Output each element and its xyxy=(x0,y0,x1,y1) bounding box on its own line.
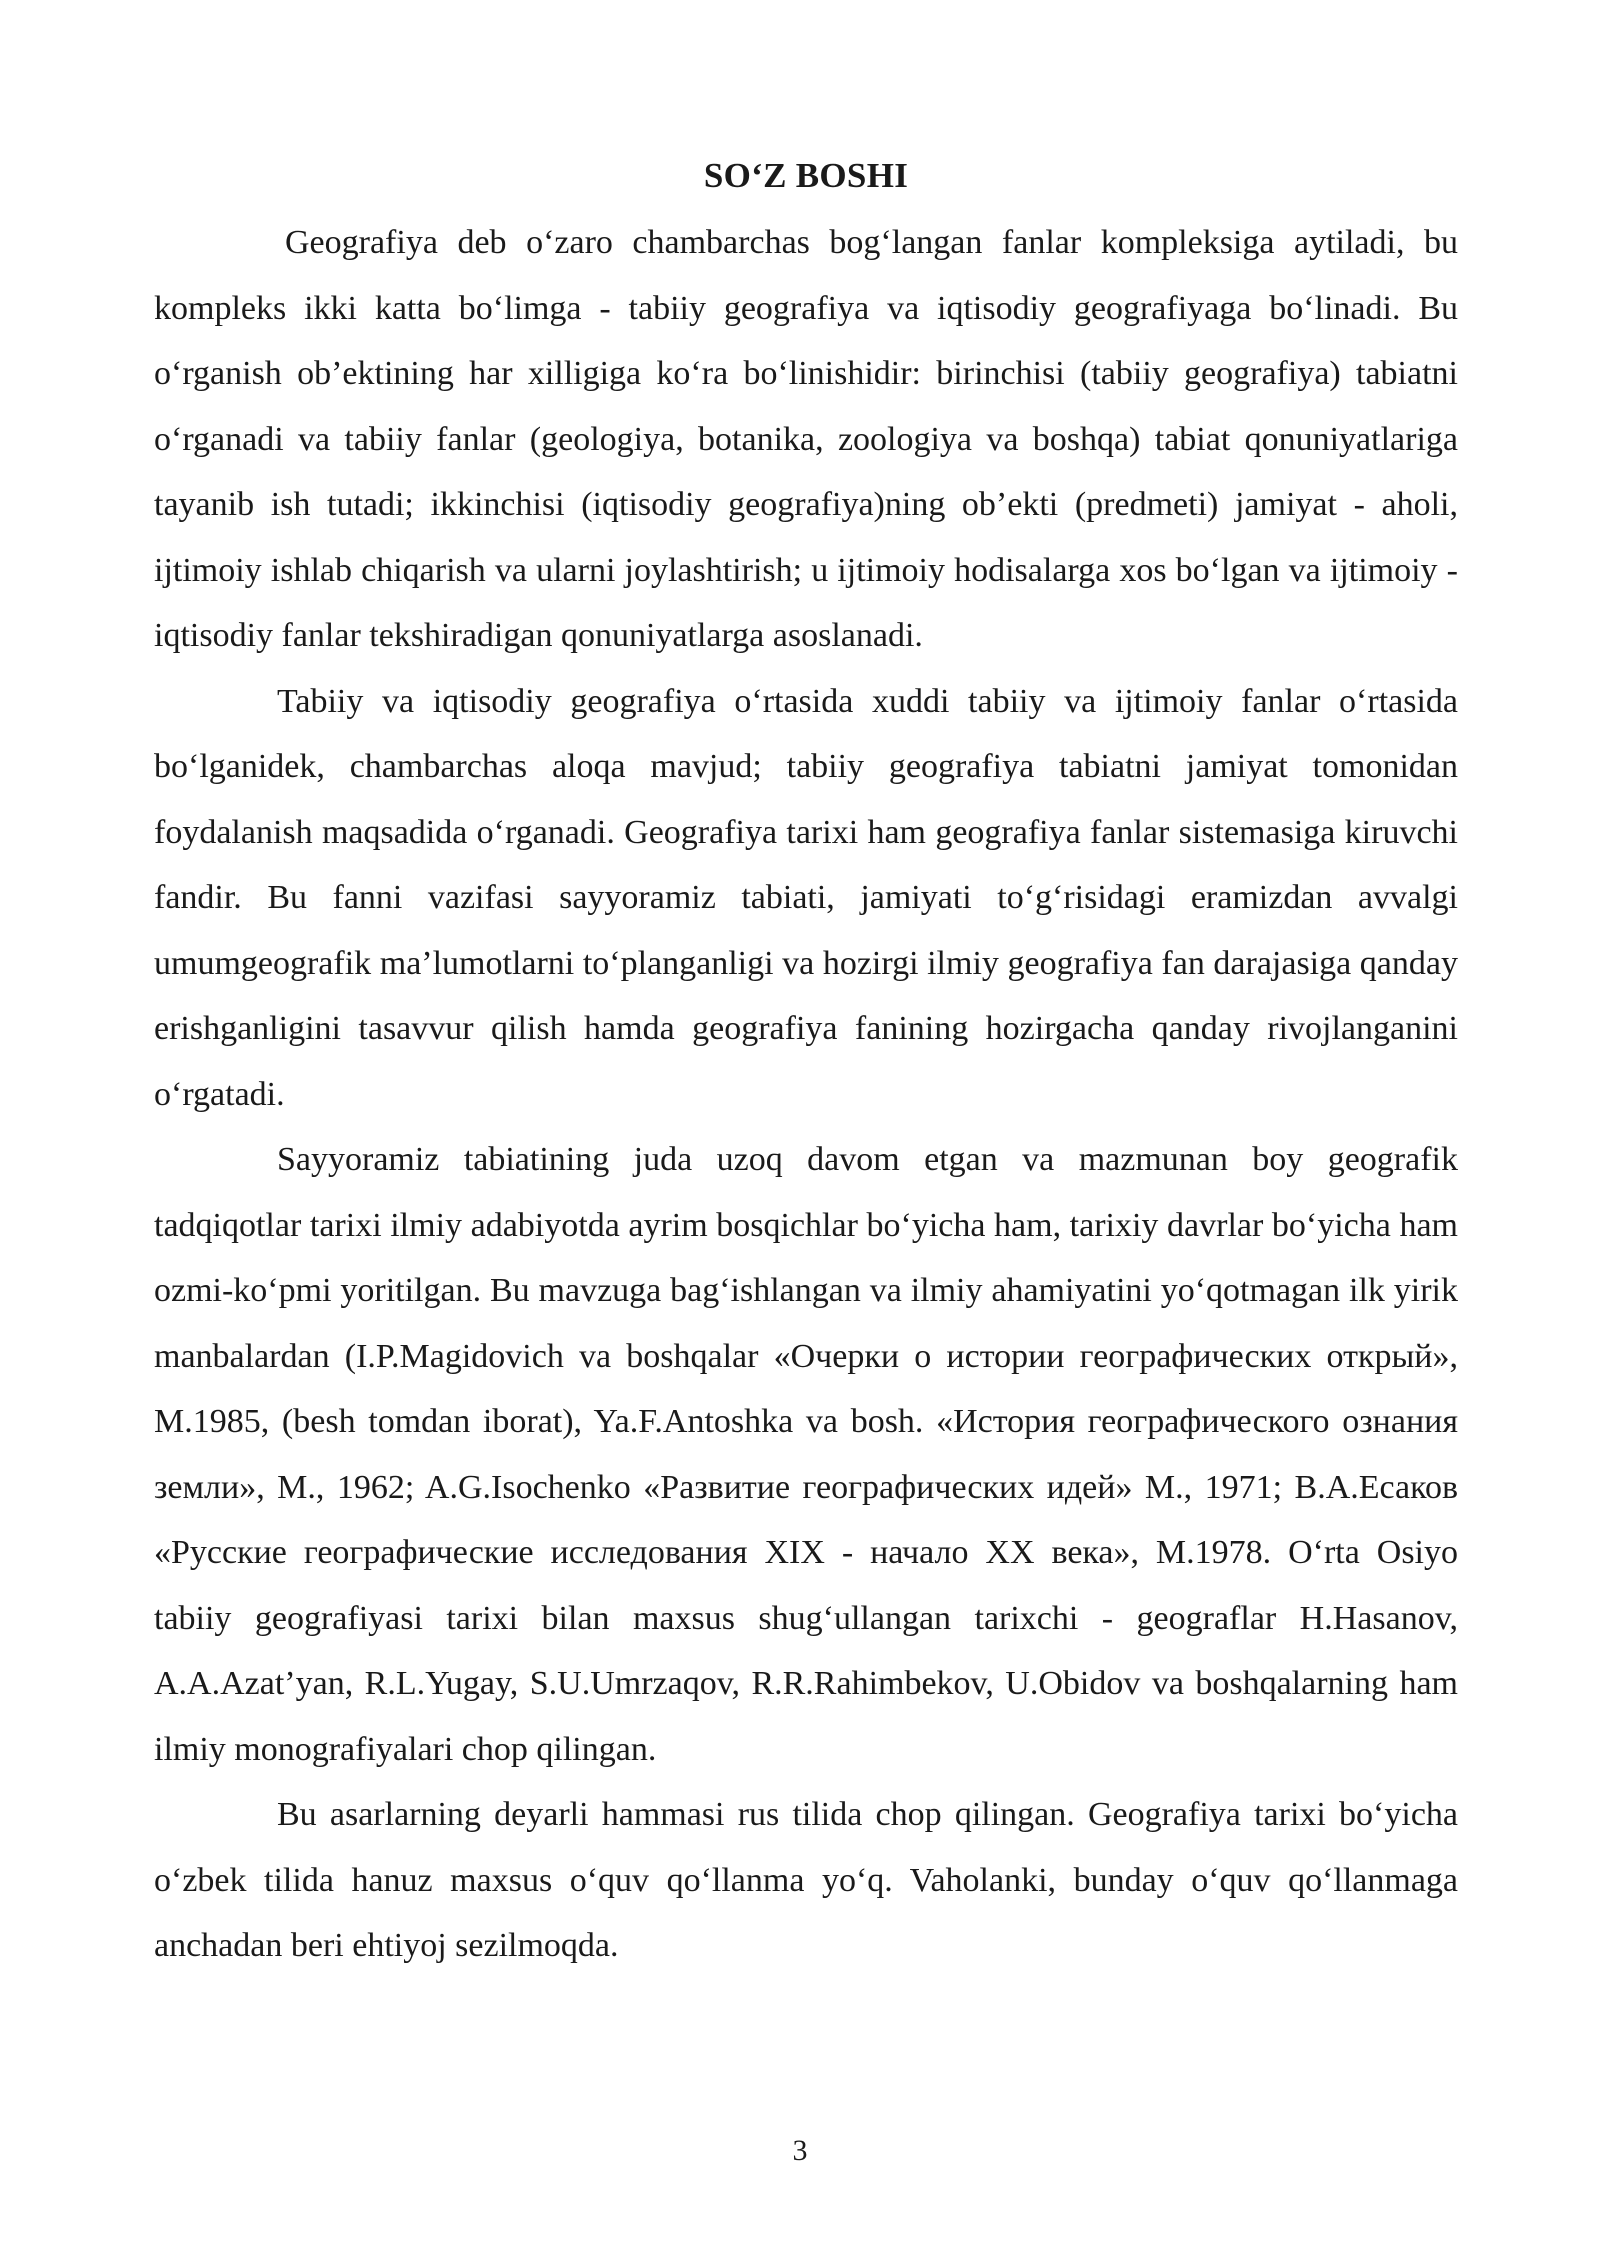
section-heading: SO‘Z BOSHI xyxy=(703,156,909,195)
paragraph-2: Tabiiy va iqtisodiy geografiya o‘rtasida xuddi tabiiy va ijtimoiy fanlar o‘rtasida bo‘lganidek, chambarchas aloqa mavjud; tabiiy geografiya tabiatni jamiyat tomonidan foydalanish maqsadida o‘rganadi. Geografiya tarixi ham geografiya fanlar sistemasiga kiruvchi fandir. Bu fanni vazifasi sayyoramiz tabiati, jamiyati to‘g‘risidagi eramizdan avvalgi umumgeografik ma’lumotlarni to‘planganligi va hozirgi ilmiy geografiya fan darajasiga qanday erishganligini tasavvur qilish hamda geografiya fanining hozirgacha qanday rivojlanganini o‘rgatadi. xyxy=(154,682,1458,1113)
paragraph-4: Bu asarlarning deyarli hammasi rus tilida chop qilingan. Geografiya tarixi bo‘yicha o‘zbek tilida hanuz maxsus o‘quv qo‘llanma yo‘q. Vaholanki, bunday o‘quv qo‘llanmaga anchadan beri ehtiyoj sezilmoqda. xyxy=(154,1796,1458,1964)
page-number: 3 xyxy=(792,2134,808,2167)
paragraph-3: Sayyoramiz tabiatining juda uzoq davom etgan va mazmunan boy geografik tadqiqotlar tarixi ilmiy adabiyotda ayrim bosqichlar bo‘yicha ham, tarixiy davrlar bo‘yicha ham ozmi-ko‘pmi yoritilgan. Bu mavzuga bag‘ishlangan va ilmiy ahamiyatini yo‘qotmagan ilk yirik manbalardan (I.P.Magidovich va boshqalar «Очерки о истории географических открый», M.1985, (besh tomdan iborat), Ya.F.Antoshka va bosh. «История географического ознания земли», M., 1962; A.G.Isochenko «Развитие географических идей» M., 1971; B.A.Есаков «Русские географические исследования XIX - начало XX века», M.1978. O‘rta Osiyo tabiiy geografiyasi tarixi bilan maxsus shug‘ullangan tarixchi - geograflar H.Hasanov, A.A.Azat’yan, R.L.Yugay, S.U.Umrzaqov, R.R.Rahimbekov, U.Obidov va boshqalarning ham ilmiy monografiyalari chop qilingan. xyxy=(154,1141,1458,1768)
paragraph-1: Geografiya deb o‘zaro chambarchas bog‘langan fanlar kompleksiga aytiladi, bu kompleks ikki katta bo‘limga - tabiiy geografiya va iqtisodiy geografiyaga bo‘linadi. Bu o‘rganish ob’ektining har xilligiga ko‘ra bo‘linishidir: birinchisi (tabiiy geografiya) tabiatni o‘rganadi va tabiiy fanlar (geologiya, botanika, zoologiya va boshqa) tabiat qonuniyatlariga tayanib ish tutadi; ikkinchisi (iqtisodiy geografiya)ning ob’ekti (predmeti) jamiyat - aholi, ijtimoiy ishlab chiqarish va ularni joylashtirish; u ijtimoiy hodisalarga xos bo‘lgan va ijtimoiy - iqtisodiy fanlar tekshiradigan qonuniyatlarga asoslanadi. xyxy=(154,224,1458,654)
page-content xyxy=(154,148,1458,1979)
